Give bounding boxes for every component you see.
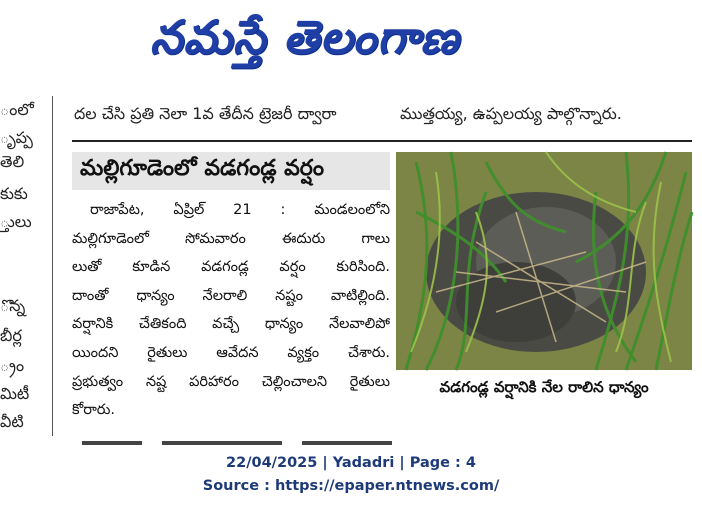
newspaper-masthead: నమస్తే తెలంగాణ xyxy=(150,10,460,64)
article-photo xyxy=(396,152,692,370)
left-column-fragments xyxy=(0,100,34,436)
article-line: రాజాపేట, ఏప్రిల్ 21 : మండలంలోని xyxy=(90,202,390,218)
article-line: లుతో కూడిన వడగండ్ల వర్షం కురిసింది. xyxy=(72,259,390,276)
left-fragment: తెలి xyxy=(0,152,25,171)
article-line: మల్లిగూడెంలో సోమవారం ఈదురు గాలు xyxy=(72,230,390,247)
left-fragment: ొన్న xyxy=(0,296,26,315)
left-fragment: ్తులు xyxy=(0,212,32,231)
left-fragment: ృప్ప xyxy=(0,128,33,147)
left-fragment: ్రం xyxy=(0,356,25,375)
column-divider xyxy=(52,96,53,436)
left-fragment: వీటి xyxy=(0,412,24,431)
left-fragment: బీర్ల xyxy=(0,326,22,345)
cut-off-text-strip xyxy=(72,432,692,438)
article-line: ప్రభుత్వం నష్ట పరిహారం చెల్లించాలని రైతులు xyxy=(72,373,390,390)
article-line: దాంతో ధాన్యం నేలరాలి నష్టం వాటిల్లింది. xyxy=(72,287,390,304)
photo-caption: వడగండ్ల వర్షానికి నేల రాలిన ధాన్యం xyxy=(439,378,649,396)
left-fragment: మిటీ xyxy=(0,384,30,403)
article-body xyxy=(72,196,390,425)
top-line-right: ముత్తయ్య, ఉప్పలయ్య పాల్గొన్నారు. xyxy=(400,104,622,123)
section-rule xyxy=(72,140,692,142)
article-line: యిందని రైతులు ఆవేదన వ్యక్తం చేశారు. xyxy=(72,344,390,361)
left-fragment: కుకు xyxy=(0,184,28,203)
footer-source[interactable]: Source : https://epaper.ntnews.com/ xyxy=(202,478,500,494)
top-line-left: దల చేసి ప్రతి నెలా 1వ తేదీన ట్రెజరీ ద్వారా xyxy=(74,104,337,123)
article-line: వర్షానికి చేతికంది వచ్చే ధాన్యం నేలవాలిపో xyxy=(72,316,390,333)
article-headline: మల్లిగూడెంలో వడగండ్ల వర్షం xyxy=(80,156,325,181)
article-line: కోరారు. xyxy=(72,402,116,419)
footer-date-edition: 22/04/2025 | Yadadri | Page : 4 xyxy=(226,455,476,471)
left-fragment: ంలో xyxy=(0,100,34,119)
